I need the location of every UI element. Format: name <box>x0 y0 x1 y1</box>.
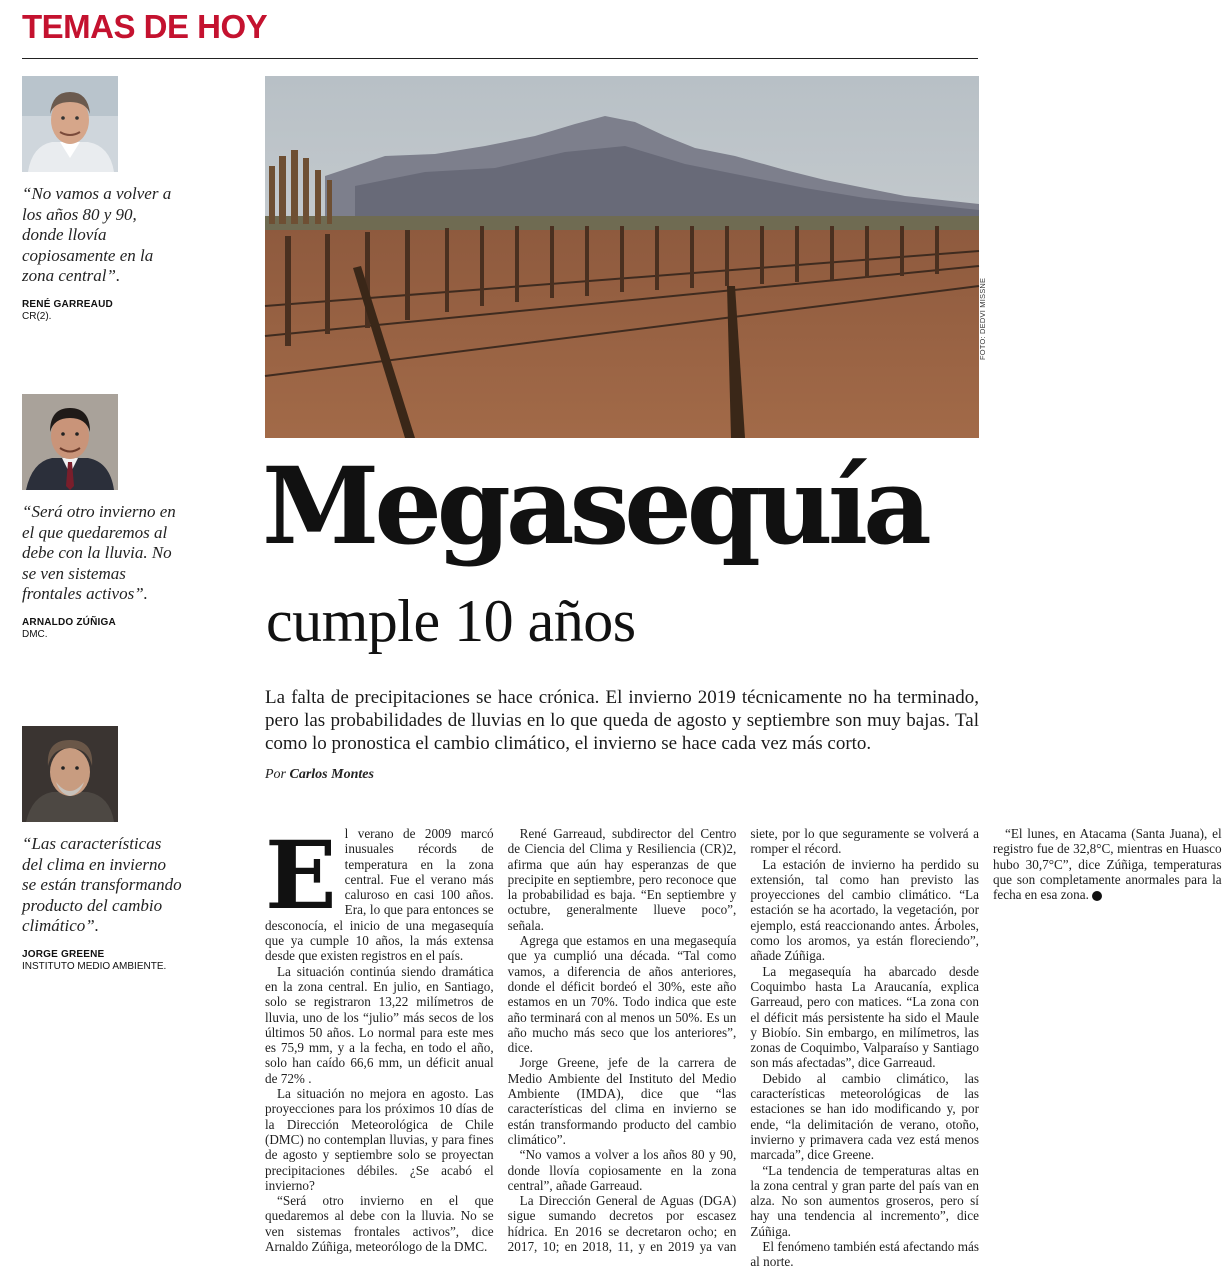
body-paragraph: “La tendencia de temperaturas altas en la zona central y gran parte del país van en alza. No son aumentos groseros, pero sí hay una tendencia al incremento”, dice Zúñiga. <box>750 1162 979 1239</box>
photo-credit: FOTO: DEDVI MISSNE <box>978 277 987 360</box>
quote-name: RENÉ GARREAUD <box>22 298 113 310</box>
avatar-greene <box>22 726 118 822</box>
avatar-zuniga <box>22 394 118 490</box>
quote-role: INSTITUTO MEDIO AMBIENTE. <box>22 960 167 972</box>
top-divider <box>22 58 978 59</box>
body-paragraph <box>265 821 494 964</box>
quote-text: “Las características del clima en invierno se están transformando producto del cambio climático”. <box>22 834 182 935</box>
end-of-article-icon <box>1092 891 1102 901</box>
quote-name: ARNALDO ZÚÑIGA <box>22 616 116 628</box>
body-paragraph: La estación de invierno ha perdido su extensión, tal como han previsto las proyecciones del cambio climático. “La estación se ha acortado, la vegetación, por ejemplo, está reaccionando antes. Árboles, como los aromos, ya están floreciendo”, añade Zúñiga. <box>750 856 979 964</box>
last-paragraph-text: “El lunes, en Atacama (Santa Juana), el registro fue de 32,8°C, mientras en Huasco hubo 30,7°C”, dice Zúñiga, temperaturas que son completamente anormales para la fecha en esa zona. <box>992 826 1222 903</box>
quote-block-zuniga <box>22 394 182 640</box>
avatar-garreaud <box>22 76 118 172</box>
byline-prefix: Por <box>265 767 286 782</box>
body-paragraph: “Será otro invierno en el que quedaremos al debe con la lluvia. No se ven sistemas frontales activos”, dice Arnaldo Zúñiga, meteorólogo de la DMC. <box>265 1193 494 1255</box>
quote-text: “Será otro invierno en el que quedaremos al debe con la lluvia. No se ven sistemas frontales activos”. <box>22 502 176 603</box>
drop-cap: E <box>265 821 337 931</box>
article-lede: La falta de precipitaciones se hace crónica. El invierno 2019 técnicamente no ha terminado, pero las probabilidades de lluvias en lo que queda de agosto y septiembre son muy bajas. Tal como lo pronostica el cambio climático, el invierno se hace cada vez más corto. <box>265 687 979 754</box>
article-body <box>265 821 1222 1270</box>
hero-photo-vineyard <box>265 76 979 438</box>
body-paragraph: René Garreaud, subdirector del Centro de Ciencia del Clima y Resiliencia (CR)2, afirma que aún hay esperanzas de que precipite en septiembre, pero reconoce que la probabilidad es baja. “En septiembre y octubre, generalmente llueve poco”, señala. <box>507 826 737 933</box>
body-paragraph: La Dirección General de Aguas (DGA) sigue sumando decretos por escasez hídrica. En 2016 se decretaron ocho; en 2017, 10; en 2018, 11, y en 2019 ya van siete, por lo que seguramente se volverá a romper el récord. <box>507 826 979 1255</box>
body-paragraph-last <box>993 826 1222 902</box>
body-paragraph: Jorge Greene, jefe de la carrera de Medio Ambiente del Instituto del Medio Ambiente (IMDA), dice que “las características del clima en invierno se están transformando producto del cambio climático”. <box>507 1055 737 1147</box>
body-paragraph: La megasequía ha abarcado desde Coquimbo hasta La Araucanía, explica Garreaud, pero con matices. “La zona con el déficit más persistente ha sido el Maule y Biobío. Sin embargo, en milímetros, las zonas de Coquimbo, Valparaíso y Santiago son más afectadas”, dice Garreaud. <box>750 963 979 1071</box>
byline-author: Carlos Montes <box>289 767 374 782</box>
body-paragraph: Debido al cambio climático, las características meteorológicas de las estaciones se han ido modificando y, por ende, “la delimitación de verano, otoño, invierno y primavera cada vez está menos marcada”, dice Greene. <box>750 1070 979 1163</box>
first-paragraph-text: l verano de 2009 marcó inusuales récords de temperatura en la zona central. Fue el verano más caluroso en casi 100 años. Era, lo que para entonces se desconocía, el inicio de una megasequía que ya cumple 10 años, la más extensa desde que existen registros en el país. <box>265 826 494 964</box>
article-headline: Megasequía <box>262 443 927 568</box>
quote-block-garreaud <box>22 76 182 322</box>
body-paragraph: El fenómeno también está afectando más al norte. <box>750 1239 979 1270</box>
quote-name: JORGE GREENE <box>22 948 105 960</box>
body-paragraph: Agrega que estamos en una megasequía que ya cumplió una década. “Tal como vamos, a diferencia de años anteriores, donde el déficit bordeó el 30%, este año estamos en un 70%. Todo indica que este año terminará con al menos un 50%. Es un año mucho más seco que los anteriores”, dice. <box>507 933 737 1056</box>
quote-block-greene <box>22 726 182 972</box>
byline <box>265 767 374 783</box>
section-title: TEMAS DE HOY <box>22 8 268 45</box>
body-paragraph: “No vamos a volver a los años 80 y 90, donde llovía copiosamente en la zona central”, añade Garreaud. <box>507 1147 737 1193</box>
body-paragraph: La situación no mejora en agosto. Las proyecciones para los próximos 10 días de la Dirección Meteorológica de Chile (DMC) no contemplan lluvias, y para fines de agosto y septiembre solo se proyectan precipitaciones débiles. ¿Se acabó el invierno? <box>265 1086 494 1193</box>
quote-text: “No vamos a volver a los años 80 y 90, donde llovía copiosamente en la zona central”. <box>22 184 172 285</box>
quote-role: DMC. <box>22 628 48 640</box>
article-subhead: cumple 10 años <box>266 588 636 654</box>
body-paragraph: La situación continúa siendo dramática en la zona central. En julio, en Santiago, solo se registraron 13,22 milímetros de lluvia, uno de los “julio” más secos de los últimos 50 años. Lo normal para este mes es 75,9 mm, y a la fecha, en todo el año, solo han caído 66,6 mm, un déficit anual de 72% . <box>265 963 494 1086</box>
quote-role: CR(2). <box>22 310 52 322</box>
